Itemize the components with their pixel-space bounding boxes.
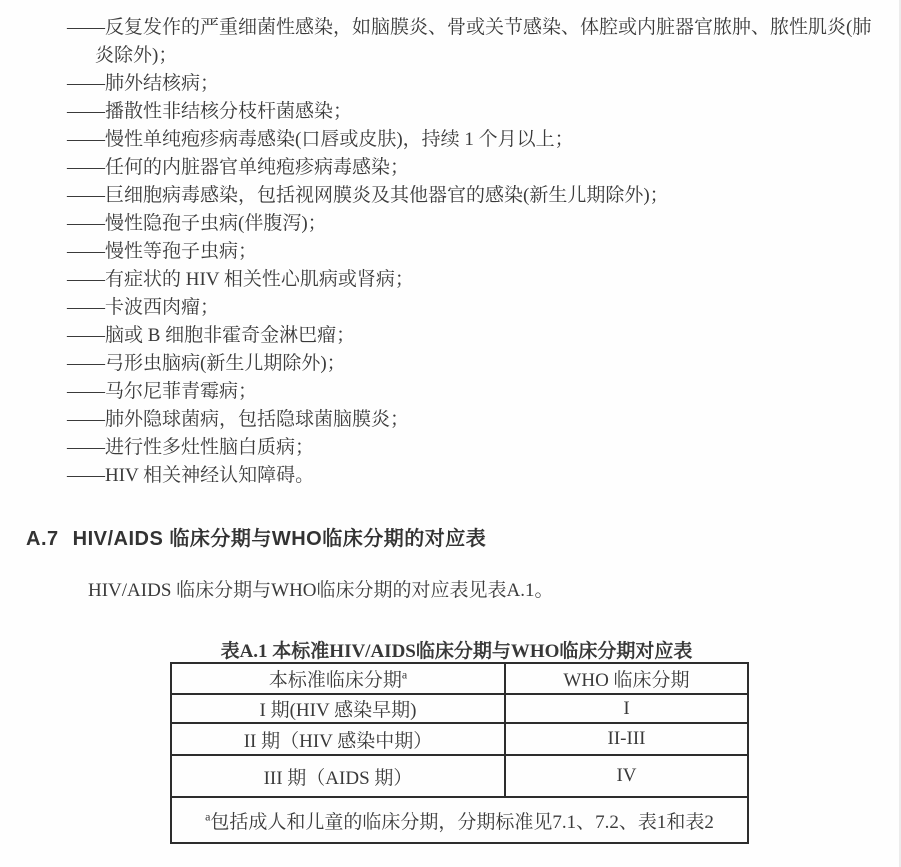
- cell-who-2: II-III: [505, 723, 748, 755]
- cell-stage-3: III 期（AIDS 期）: [171, 755, 505, 797]
- footnote-text: 包括成人和儿童的临床分期，分期标准见7.1、7.2、表1和表2: [210, 811, 714, 833]
- list-item: ——肺外结核病；: [67, 73, 220, 94]
- cell-stage-1: I 期(HIV 感染早期): [171, 694, 505, 723]
- section-title: HIV/AIDS 临床分期与WHO临床分期的对应表: [72, 528, 487, 550]
- staging-table: [170, 662, 749, 844]
- cell-who-3: IV: [505, 755, 748, 797]
- footnote-cell: [171, 797, 748, 843]
- header-label: 本标准临床分期: [268, 670, 402, 691]
- cell-stage-2: II 期（HIV 感染中期）: [171, 723, 505, 755]
- footnote-superscript: a: [205, 809, 211, 824]
- list-item: ——有症状的 HIV 相关性心肌病或肾病；: [67, 269, 414, 290]
- header-cell-standard-staging: [171, 663, 505, 694]
- header-label: WHO 临床分期: [563, 670, 690, 691]
- list-item: ——进行性多灶性脑白质病；: [67, 437, 315, 458]
- list-item: ——慢性等孢子虫病；: [67, 241, 258, 262]
- list-item: ——巨细胞病毒感染，包括视网膜炎及其他器官的感染(新生儿期除外)；: [67, 185, 669, 206]
- section-heading: [26, 522, 486, 551]
- list-item: ——脑或 B 细胞非霍奇金淋巴瘤；: [67, 325, 356, 346]
- section-number: A.7: [26, 528, 59, 550]
- list-item: ——播散性非结核分枝杆菌感染；: [67, 101, 353, 122]
- table-row: [171, 755, 748, 797]
- table-footnote-row: [171, 797, 748, 843]
- intro-paragraph: HIV/AIDS 临床分期与WHO临床分期的对应表见表A.1。: [88, 580, 554, 601]
- list-item: ——反复发作的严重细菌性感染，如脑膜炎、骨或关节感染、体腔或内脏器官脓肿、脓性肌炎(肺炎除外)；: [67, 17, 872, 66]
- list-item: ——慢性隐孢子虫病(伴腹泻)；: [67, 213, 327, 234]
- list-item: ——马尔尼菲青霉病；: [67, 381, 258, 402]
- header-cell-who-staging: [505, 663, 748, 694]
- list-item: ——卡波西肉瘤；: [67, 297, 220, 318]
- list-item: ——HIV 相关神经认知障碍。: [67, 465, 315, 486]
- table-header-row: [171, 663, 748, 694]
- table-row: [171, 723, 748, 755]
- list-item: ——任何的内脏器官单纯疱疹病毒感染；: [67, 157, 410, 178]
- cell-who-1: I: [505, 694, 748, 723]
- table-row: [171, 694, 748, 723]
- table-caption: 表A.1 本标准HIV/AIDS临床分期与WHO临床分期对应表: [220, 641, 693, 662]
- conditions-list: [67, 14, 882, 490]
- header-superscript: a: [401, 667, 408, 682]
- list-item: ——肺外隐球菌病，包括隐球菌脑膜炎；: [67, 409, 410, 430]
- list-item: ——弓形虫脑病(新生儿期除外)；: [67, 353, 346, 374]
- list-item: ——慢性单纯疱疹病毒感染(口唇或皮肤)，持续 1 个月以上；: [67, 129, 574, 150]
